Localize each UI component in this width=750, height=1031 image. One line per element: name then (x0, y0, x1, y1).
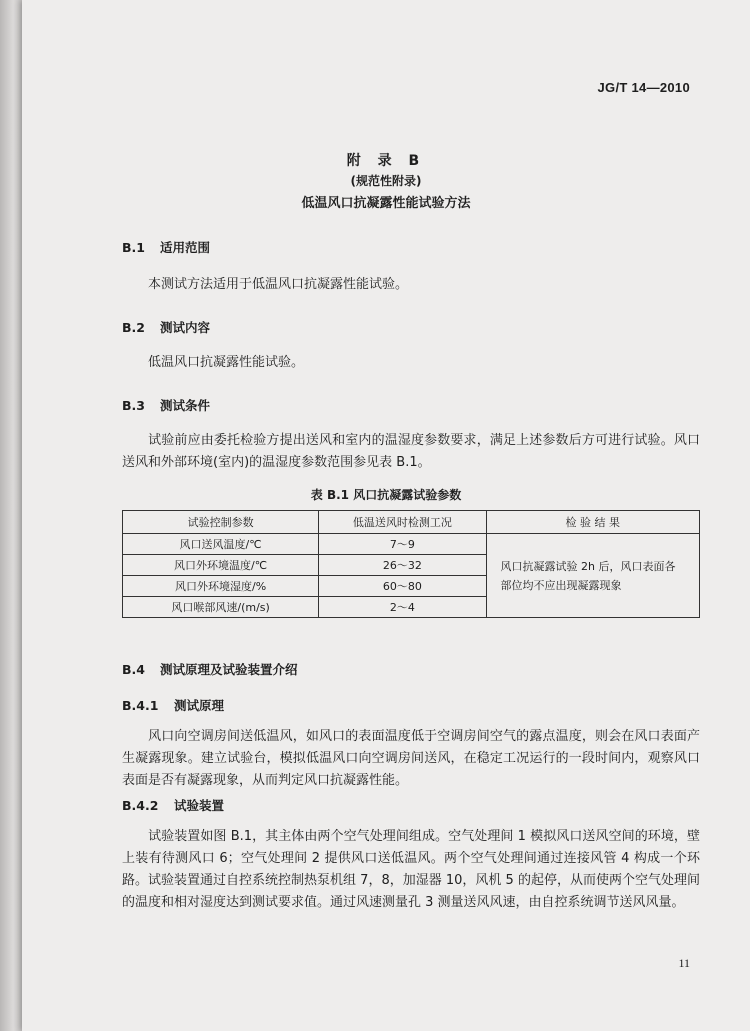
appendix-title: 低温风口抗凝露性能试验方法 (301, 196, 471, 211)
table-header-row (123, 511, 700, 534)
standard-code: JG/T 14—2010 (597, 80, 690, 95)
appendix-type: (规范性附录) (350, 174, 422, 188)
section-b3-text: 试验前应由委托检验方提出送风和室内的温湿度参数要求，满足上述参数后方可进行试验。风口送风和外部环境(室内)的温湿度参数范围参见表 B.1。 (122, 433, 700, 470)
appendix-label: 附 录 B (346, 153, 426, 169)
section-title: 适用范围 (160, 240, 211, 255)
section-number: B.4.2 (122, 798, 159, 813)
result-cell: 风口抗凝露试验 2h 后，风口表面各部位均不应出现凝露现象 (486, 534, 700, 618)
value-cell: 26～32 (319, 555, 486, 576)
section-b41-heading (122, 696, 224, 714)
section-title: 测试条件 (160, 398, 211, 413)
table-header-cell: 试验控制参数 (123, 511, 319, 534)
value-cell: 60～80 (319, 576, 486, 597)
table-row (123, 534, 700, 555)
value-cell: 2～4 (319, 597, 486, 618)
document-page (22, 0, 750, 1031)
table-header-cell: 低温送风时检测工况 (319, 511, 486, 534)
section-b41-text: 风口向空调房间送低温风，如风口的表面温度低于空调房间空气的露点温度，则会在风口表面产生凝露现象。建立试验台，模拟低温风口向空调房间送风，在稳定工况运行的一段时间内，观察风口表面是否有凝露现象，从而判定风口抗凝露性能。 (122, 729, 700, 788)
page-number: 11 (678, 956, 690, 970)
section-number: B.3 (122, 398, 145, 413)
section-b42-heading (122, 796, 224, 814)
parameter-table (122, 510, 700, 618)
section-b42-text: 试验装置如图 B.1，其主体由两个空气处理间组成。空气处理间 1 模拟风口送风空间的环境，壁上装有待测风口 6；空气处理间 2 提供风口送低温风。两个空气处理间通过连接风管 4 构成一个环路。试验装置通过自控系统控制热泵机组 7，8，加湿器 10，风机 5 的起停，从而使两个空气处理间的温度和相对湿度达到测试要求值。通过风速测量孔 3 测量送风风速，由自控系统调节送风风量。 (122, 829, 700, 910)
section-b2-heading (122, 318, 210, 336)
section-b1-text: 本测试方法适用于低温风口抗凝露性能试验。 (148, 277, 409, 292)
book-binding-edge (0, 0, 22, 1031)
param-cell: 风口送风温度/℃ (123, 534, 319, 555)
table-header-cell: 检 验 结 果 (486, 511, 700, 534)
section-number: B.4 (122, 662, 145, 677)
section-number: B.2 (122, 320, 145, 335)
value-cell: 7～9 (319, 534, 486, 555)
section-b1-heading (122, 238, 210, 256)
table-caption: 表 B.1 风口抗凝露试验参数 (310, 488, 462, 502)
param-cell: 风口外环境湿度/% (123, 576, 319, 597)
section-title: 测试原理及试验装置介绍 (160, 662, 298, 677)
section-title: 测试内容 (160, 320, 211, 335)
section-number: B.1 (122, 240, 145, 255)
section-b3-heading (122, 396, 210, 414)
section-b4-heading (122, 660, 298, 678)
section-title: 试验装置 (174, 798, 225, 813)
section-title: 测试原理 (174, 698, 225, 713)
param-cell: 风口喉部风速/(m/s) (123, 597, 319, 618)
section-number: B.4.1 (122, 698, 159, 713)
section-b2-text: 低温风口抗凝露性能试验。 (148, 355, 305, 370)
param-cell: 风口外环境温度/℃ (123, 555, 319, 576)
